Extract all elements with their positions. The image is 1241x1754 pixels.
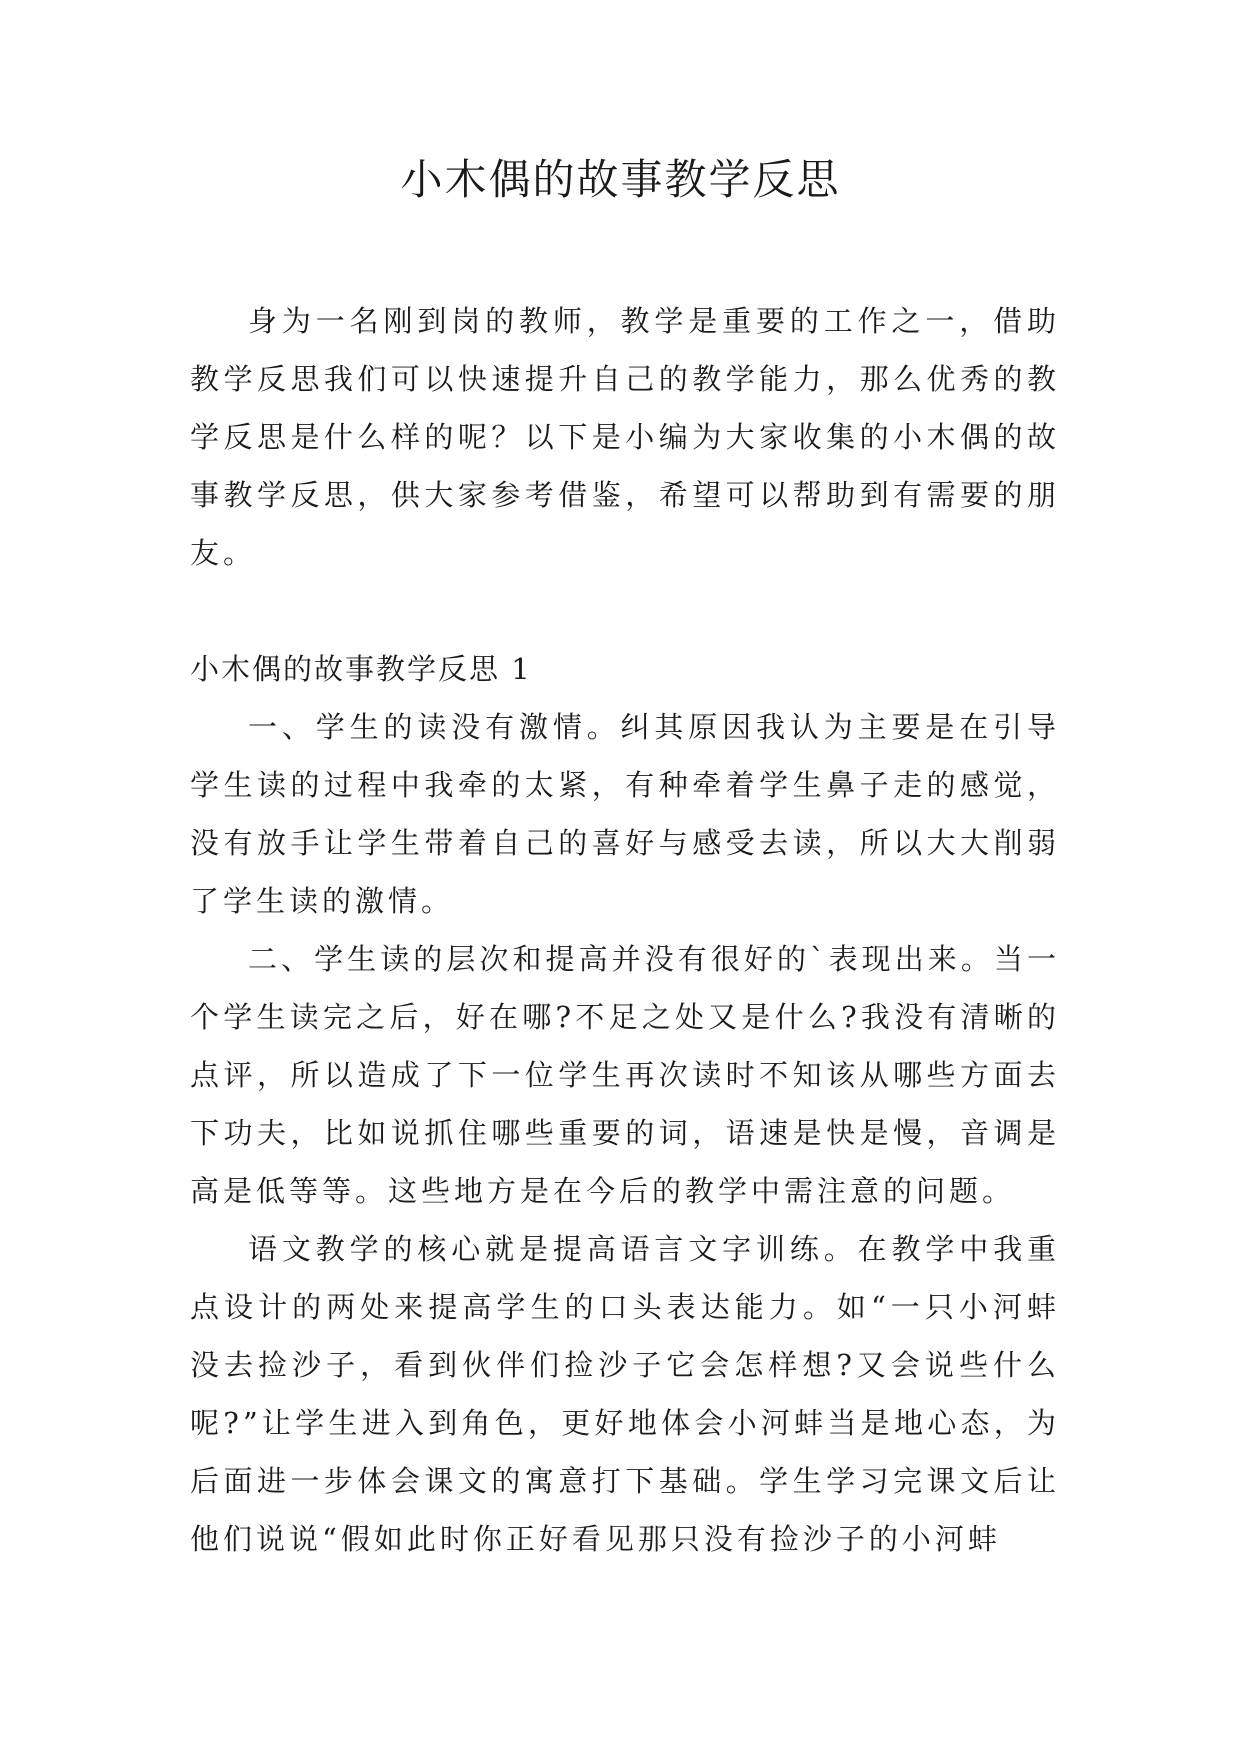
body-paragraph: 二、学生读的层次和提高并没有很好的`表现出来。当一个学生读完之后，好在哪?不足之处又是什么?我没有清晰的点评，所以造成了下一位学生再次读时不知该从哪些方面去下功夫，比如说抓住哪些重要的词，语速是快是慢，音调是高是低等等。这些地方是在今后的教学中需注意的问题。	[190, 942, 1060, 1208]
intro-paragraph: 身为一名刚到岗的教师，教学是重要的工作之一，借助教学反思我们可以快速提升自己的教学能力，那么优秀的教学反思是什么样的呢？以下是小编为大家收集的小木偶的故事教学反思，供大家参考借鉴，希望可以帮助到有需要的朋友。	[190, 304, 1060, 570]
document-body	[190, 292, 1060, 1568]
section-heading: 小木偶的故事教学反思 1	[190, 652, 532, 686]
document-title: 小木偶的故事教学反思	[400, 155, 841, 204]
body-paragraph: 一、学生的读没有激情。纠其原因我认为主要是在引导学生读的过程中我牵的太紧，有种牵着学生鼻子走的感觉，没有放手让学生带着自己的喜好与感受去读，所以大大削弱了学生读的激情。	[190, 710, 1060, 918]
body-paragraph: 语文教学的核心就是提高语言文字训练。在教学中我重点设计的两处来提高学生的口头表达能力。如“一只小河蚌没去捡沙子，看到伙伴们捡沙子它会怎样想?又会说些什么呢?”让学生进入到角色，更好地体会小河蚌当是地心态，为后面进一步体会课文的寓意打下基础。学生学习完课文后让他们说说“假如此时你正好看见那只没有捡沙子的小河蚌	[190, 1232, 1060, 1556]
